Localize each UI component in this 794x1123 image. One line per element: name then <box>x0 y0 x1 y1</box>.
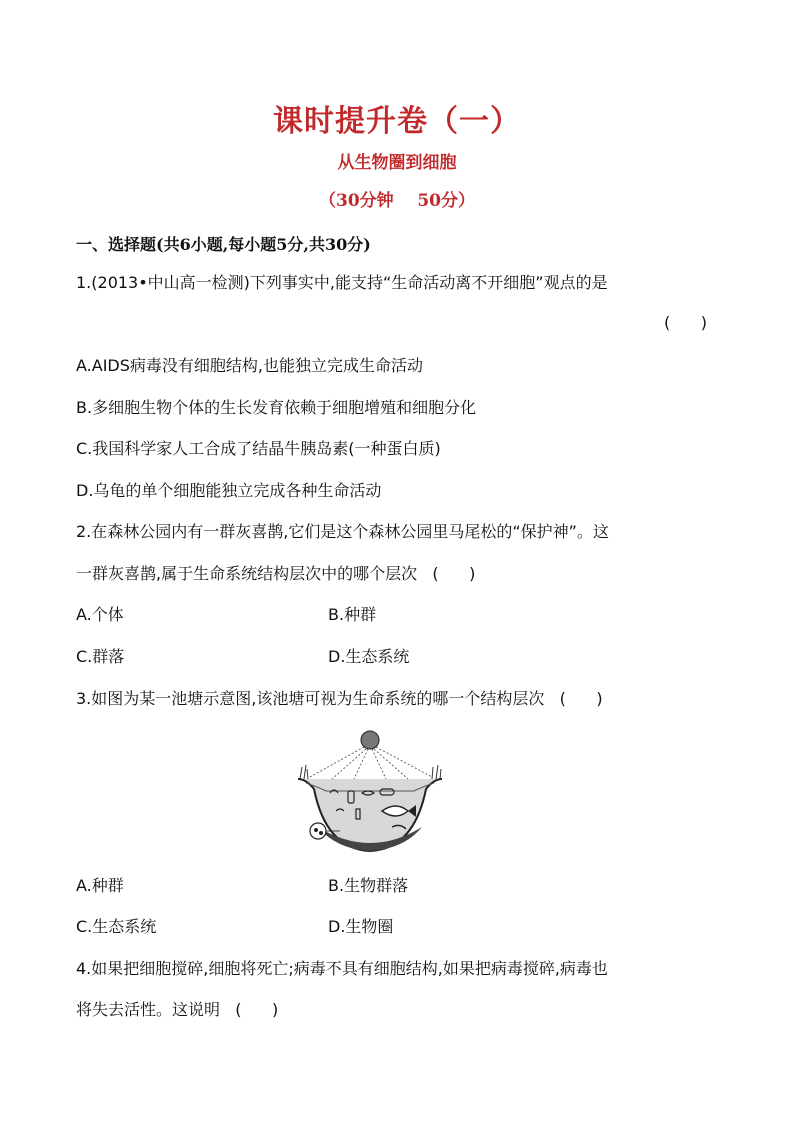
question-2-option-d: D.生态系统 <box>328 647 410 666</box>
question-1-option-c: C.我国科学家人工合成了结晶牛胰岛素(一种蛋白质) <box>76 439 441 458</box>
question-2-option-c: C.群落 <box>76 647 125 666</box>
question-1-option-d: D.乌龟的单个细胞能独立完成各种生命活动 <box>76 481 382 500</box>
question-2-option-b: B.种群 <box>328 605 377 624</box>
question-3-option-d: D.生物圈 <box>328 917 394 936</box>
question-3-stem: 3.如图为某一池塘示意图,该池塘可视为生命系统的哪一个结构层次 ( ) <box>76 689 603 708</box>
pond-diagram-icon <box>296 727 444 859</box>
question-3-option-c: C.生态系统 <box>76 917 157 936</box>
question-1-stem: 1.(2013•中山高一检测)下列事实中,能支持“生命活动离不开细胞”观点的是 <box>76 273 608 292</box>
question-4-stem-line2: 将失去活性。这说明 ( ) <box>76 1000 279 1019</box>
question-1-option-a: A.AIDS病毒没有细胞结构,也能独立完成生命活动 <box>76 356 423 375</box>
question-1-option-b: B.多细胞生物个体的生长发育依赖于细胞增殖和细胞分化 <box>76 398 477 417</box>
question-3-option-a: A.种群 <box>76 876 124 895</box>
page-subtitle: 从生物圈到细胞 <box>337 153 457 173</box>
section-heading: 一、选择题(共6小题,每小题5分,共30分) <box>76 235 371 254</box>
question-2-stem-line2: 一群灰喜鹊,属于生命系统结构层次中的哪个层次 ( ) <box>76 564 476 583</box>
question-3-option-b: B.生物群落 <box>328 876 409 895</box>
question-1-answer-paren: ( ) <box>664 313 707 332</box>
question-2-stem-line1: 2.在森林公园内有一群灰喜鹊,它们是这个森林公园里马尾松的“保护神”。这 <box>76 522 609 541</box>
question-2-option-a: A.个体 <box>76 605 124 624</box>
time-limit: （30分钟 50分） <box>319 191 475 211</box>
page-title: 课时提升卷（一） <box>273 104 521 139</box>
question-4-stem-line1: 4.如果把细胞搅碎,细胞将死亡;病毒不具有细胞结构,如果把病毒搅碎,病毒也 <box>76 959 608 978</box>
